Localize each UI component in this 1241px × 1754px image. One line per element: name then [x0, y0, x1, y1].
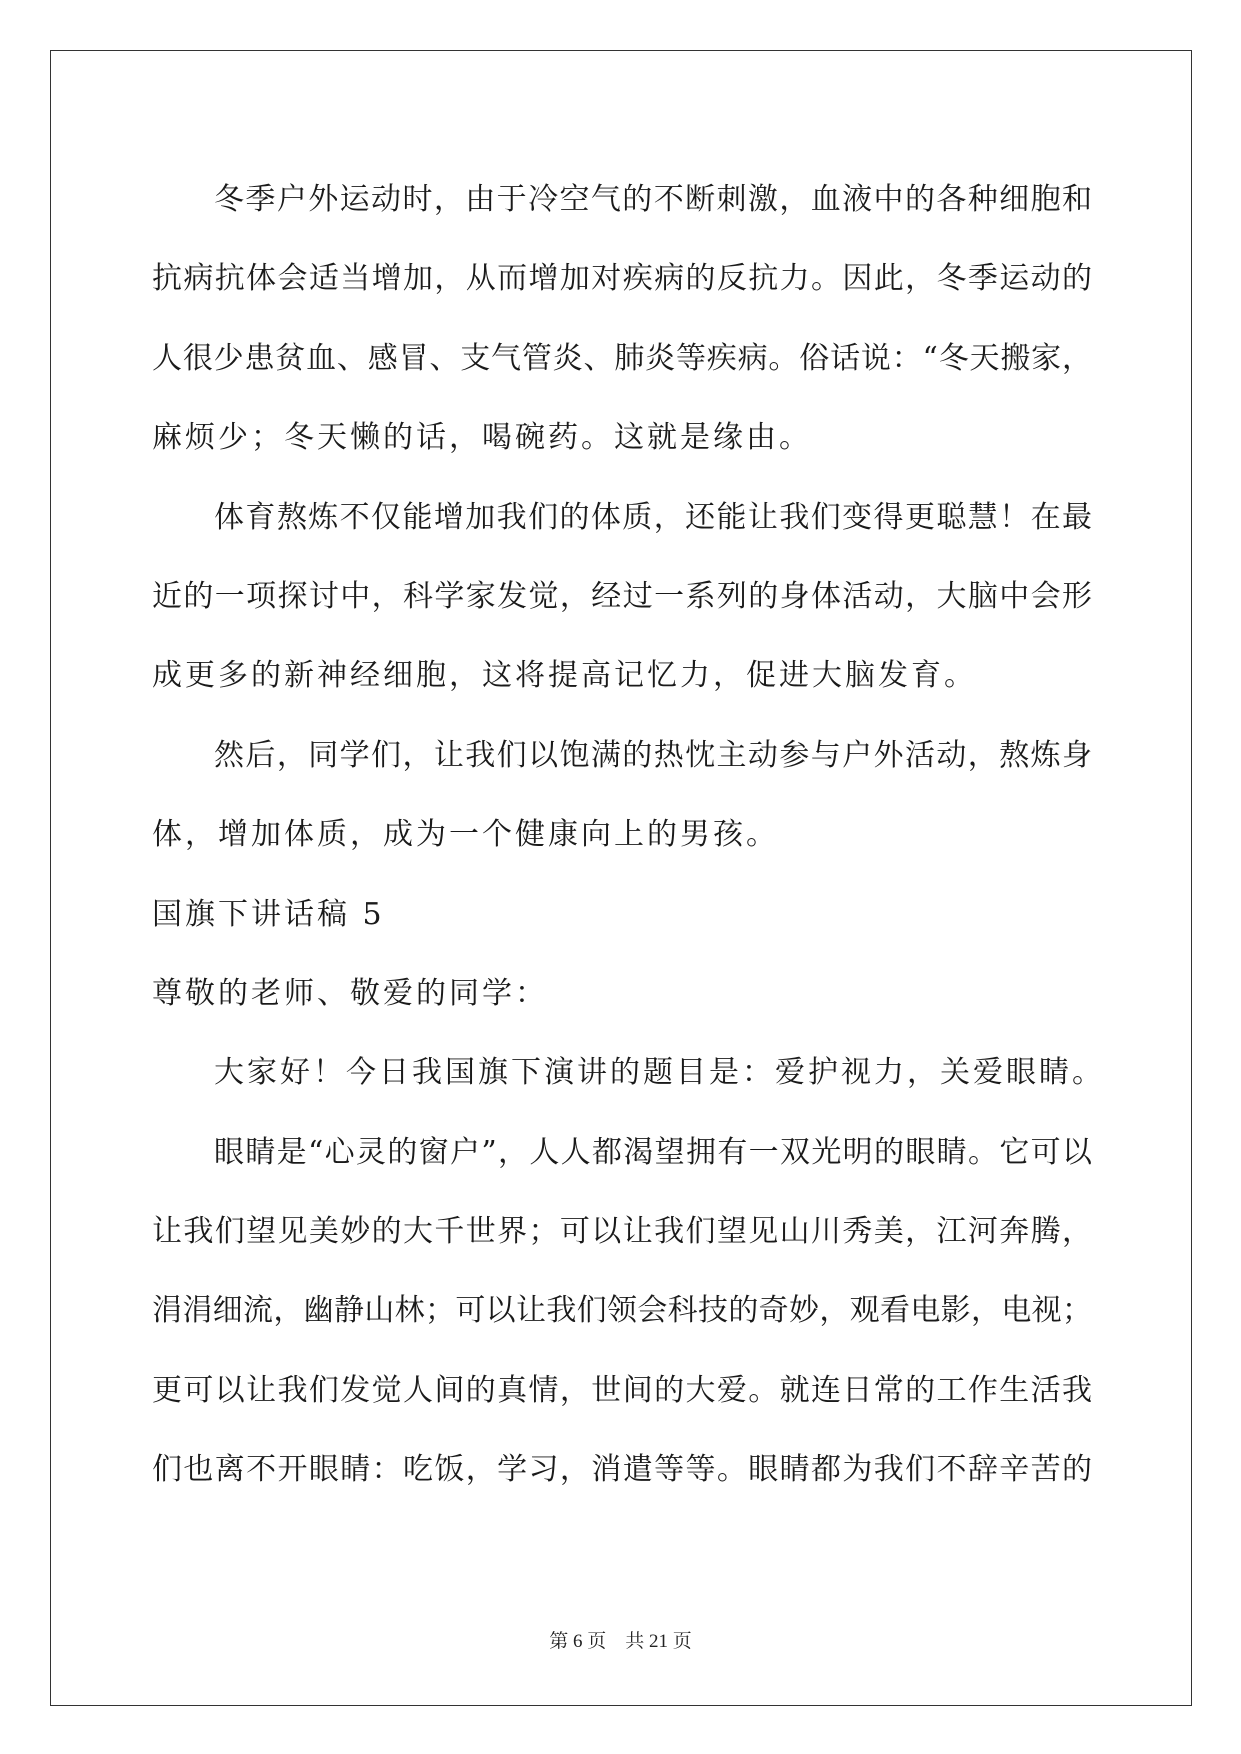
document-body	[152, 160, 1105, 1510]
salutation: 尊敬的老师、敬爱的同学：	[152, 975, 548, 1011]
section-heading: 国旗下讲话稿 5	[152, 896, 385, 932]
paragraph-line: 体，增加体质，成为一个健康向上的男孩。	[152, 817, 779, 853]
paragraph-line: 然后，同学们，让我们以饱满的热忱主动参与户外活动，熬炼身	[214, 737, 1092, 773]
paragraph-line: 麻烦少；冬天懒的话，喝碗药。这就是缘由。	[152, 420, 812, 456]
paragraph-line: 成更多的新神经细胞，这将提高记忆力，促进大脑发育。	[152, 658, 977, 694]
page-footer	[0, 1626, 1241, 1653]
paragraph-line: 大家好！今日我国旗下演讲的题目是：爱护视力，关爱眼睛。	[214, 1055, 1105, 1091]
paragraph-line: 抗病抗体会适当增加，从而增加对疾病的反抗力。因此，冬季运动的	[152, 261, 1092, 297]
paragraph-line: 眼睛是“心灵的窗户”，人人都渴望拥有一双光明的眼睛。它可以	[214, 1134, 1092, 1170]
paragraph-line: 冬季户外运动时，由于冷空气的不断刺激，血液中的各种细胞和	[214, 182, 1092, 217]
page-number: 第 6 页	[549, 1631, 607, 1652]
paragraph-line: 更可以让我们发觉人间的真情，世间的大爱。就连日常的工作生活我	[152, 1372, 1092, 1408]
paragraph-line: 涓涓细流，幽静山林；可以让我们领会科技的奇妙，观看电影，电视；	[152, 1293, 1092, 1329]
paragraph-line: 让我们望见美妙的大千世界；可以让我们望见山川秀美，江河奔腾，	[152, 1214, 1092, 1250]
page-total: 共 21 页	[625, 1631, 692, 1652]
paragraph-line: 近的一项探讨中，科学家发觉，经过一系列的身体活动，大脑中会形	[152, 578, 1092, 614]
paragraph-line: 体育熬炼不仅能增加我们的体质，还能让我们变得更聪慧！在最	[214, 499, 1092, 535]
paragraph-line: 们也离不开眼睛：吃饭，学习，消遣等等。眼睛都为我们不辞辛苦的	[152, 1452, 1092, 1488]
paragraph-line: 人很少患贫血、感冒、支气管炎、肺炎等疾病。俗话说：“冬天搬家，	[152, 340, 1092, 376]
